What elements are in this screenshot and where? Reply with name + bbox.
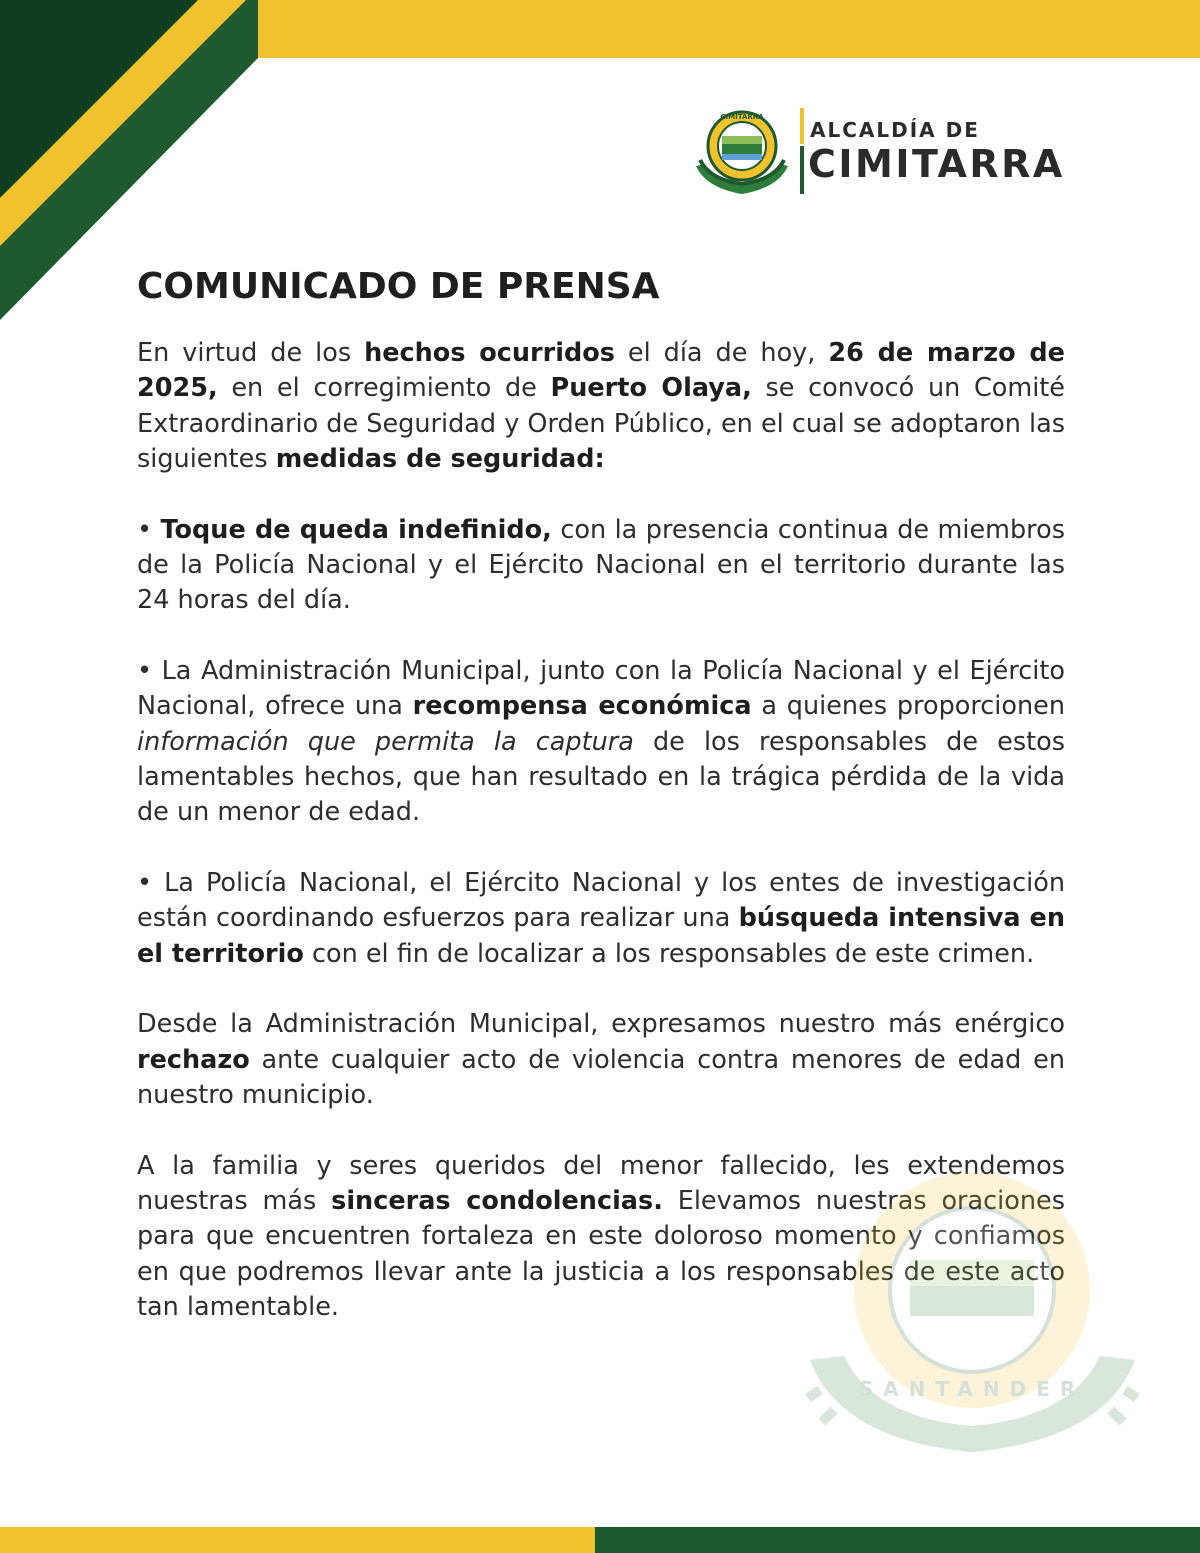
text-segment: en el corregimiento de: [217, 373, 551, 404]
bullet-icon: •: [137, 656, 153, 687]
seal-label: CIMITARRA: [720, 113, 764, 121]
text-segment: de los responsables de estos lamentables hechos, que han resultado en la trágica pérdida de la vida de un menor de edad.: [137, 726, 1065, 828]
bullet-search: [137, 866, 1065, 972]
bottom-green-band: [595, 1527, 1200, 1553]
text-segment: En virtud de los: [137, 338, 365, 368]
date-text: 26 de marzo de 2025,: [137, 338, 1065, 404]
text-segment: a quienes proporcionen: [751, 691, 1065, 722]
rejection-paragraph: [137, 1007, 1065, 1113]
bullet-curfew: [137, 513, 1065, 619]
text-segment: Desde la Administración Municipal, expresamos nuestro más enérgico: [137, 1009, 1065, 1040]
bullet-icon: •: [137, 514, 153, 545]
text-segment: A la familia y seres queridos del menor fallecido, les extendemos nuestras más: [137, 1150, 1065, 1217]
bold-text: recompensa económica: [412, 691, 752, 722]
page-title: COMUNICADO DE PRENSA: [137, 266, 660, 307]
text-segment: Elevamos nuestras oraciones para que encuentren fortaleza en este doloroso momento y confiamos en que podremos llevar ante la justicia a los responsables de este acto tan lamentable.: [137, 1186, 1065, 1323]
seal-watermark-icon: [800, 1160, 1145, 1460]
bold-text: Toque de queda indefinido,: [160, 514, 552, 545]
bold-text: hechos ocurridos: [364, 338, 615, 368]
logo-text-line2: CIMITARRA: [808, 142, 1065, 186]
bold-text: sinceras condolencias.: [331, 1186, 663, 1217]
municipality-logo: [690, 102, 1110, 198]
location-text: Puerto Olaya,: [550, 373, 752, 404]
logo-divider-yellow: [800, 108, 804, 144]
text-segment: ante cualquier acto de violencia contra menores de edad en nuestro municipio.: [137, 1044, 1065, 1111]
bold-text: búsqueda intensiva en el territorio: [137, 903, 1066, 969]
bold-text: medidas de seguridad:: [275, 443, 605, 474]
logo-divider-green: [800, 146, 804, 194]
watermark-text: SANTANDER: [858, 1377, 1086, 1401]
text-segment: La Administración Municipal, junto con la Policía Nacional y el Ejército Nacional, ofrece una: [137, 656, 1065, 722]
logo-text-line1: ALCALDÍA DE: [810, 118, 980, 142]
text-segment: La Policía Nacional, el Ejército Nacional y los entes de investigación están coordinando esfuerzos para realizar una: [137, 868, 1065, 934]
bullet-reward: [137, 654, 1065, 830]
text-segment: con la presencia continua de miembros de la Policía Nacional y el Ejército Nacional en el territorio durante las 24 horas del día.: [137, 514, 1065, 616]
italic-text: información que permita la captura: [137, 726, 634, 757]
intro-paragraph: [137, 336, 1065, 477]
bullet-icon: •: [137, 868, 153, 899]
text-segment: el día de hoy,: [614, 338, 829, 368]
bold-text: rechazo: [137, 1044, 250, 1075]
municipal-seal-icon: [690, 102, 794, 198]
text-segment: con el fin de localizar a los responsables de este crimen.: [303, 938, 1035, 969]
text-segment: se convocó un Comité Extraordinario de Seguridad y Orden Público, en el cual se adoptaron las siguientes: [137, 373, 1065, 474]
bottom-yellow-band: [0, 1527, 595, 1553]
